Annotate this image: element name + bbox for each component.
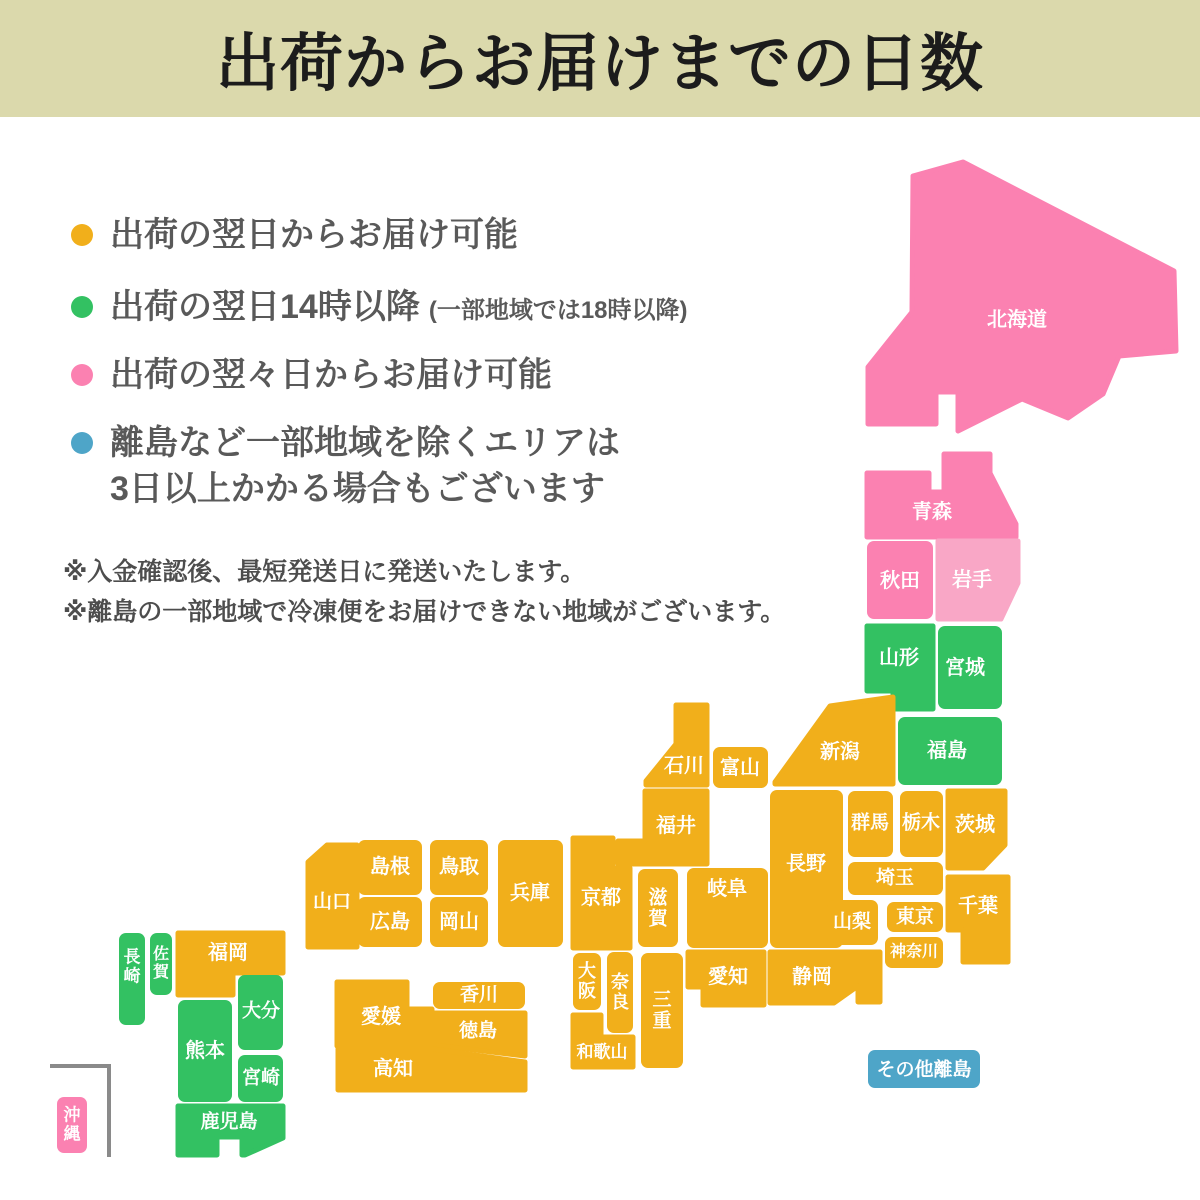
prefecture-label-kyoto: 京都 [581,887,621,909]
prefecture-label-yamanashi: 山梨 [832,911,872,933]
prefecture-label-ibaraki: 茨城 [955,814,995,836]
prefecture-label-nagano: 長野 [786,853,826,875]
legend-item-next-day-14 [71,284,688,334]
prefecture-hokkaido [868,162,1176,431]
legend-text-line2: 3日以上かかる場合もございます [110,470,605,508]
legend-text-line1: 離島など一部地域を除くエリアは [110,424,620,462]
prefecture-label-nagasaki: 長崎 [123,946,141,986]
prefecture-label-miyazaki: 宮崎 [241,1067,281,1089]
prefecture-label-gunma: 群馬 [850,812,890,834]
prefecture-label-chiba: 千葉 [958,895,998,917]
prefecture-label-akita: 秋田 [880,570,920,592]
prefecture-label-saga: 佐賀 [152,945,170,981]
prefecture-label-tottori: 鳥取 [439,856,479,878]
prefecture-label-miyagi: 宮城 [945,657,985,679]
prefecture-label-tokushima: 徳島 [458,1020,498,1042]
prefecture-label-okayama: 岡山 [439,911,479,933]
prefecture-label-toyama: 富山 [720,757,760,779]
prefecture-label-hyogo: 兵庫 [510,882,550,904]
prefecture-label-aichi: 愛知 [708,966,748,988]
prefecture-label-fukui: 福井 [656,815,696,837]
prefecture-label-osaka: 大阪 [578,960,596,1002]
prefecture-chiba [948,877,1008,962]
legend-dot-pink [71,364,93,386]
prefecture-label-iwate: 岩手 [952,569,992,591]
legend-item-remote-islands [71,420,620,512]
note-payment: ※入金確認後、最短発送日に発送いたします。 [63,558,586,586]
legend-text: 出荷の翌々日からお届け可能 [110,356,552,394]
legend-dot-green [71,296,93,318]
prefecture-label-fukuoka: 福岡 [208,942,248,964]
prefecture-label-yamaguchi: 山口 [312,891,352,913]
page-title: 出荷からお届けまでの日数 [216,29,984,99]
prefecture-label-aomori: 青森 [912,501,952,523]
prefecture-label-hokkaido: 北海道 [987,309,1047,331]
prefecture-label-kochi: 高知 [373,1058,413,1080]
legend-subnote: (一部地域では18時以降) [428,297,688,324]
header-band [0,0,1200,117]
prefecture-label-niigata: 新潟 [820,741,860,763]
prefecture-label-kumamoto: 熊本 [185,1040,225,1062]
prefecture-label-tokyo: 東京 [895,906,935,928]
prefecture-label-hiroshima: 広島 [370,911,410,933]
prefecture-label-fukushima: 福島 [927,740,967,762]
legend-text-wrap [110,284,688,334]
prefecture-label-kanagawa: 神奈川 [889,943,939,961]
prefecture-label-ishikawa: 石川 [664,755,704,777]
prefecture-label-nara: 奈良 [611,971,629,1013]
legend-dot-yellow [71,224,93,246]
prefecture-label-wakayama: 和歌山 [576,1042,628,1062]
note-frozen-delivery: ※離島の一部地域で冷凍便をお届けできない地域がございます。 [63,598,786,626]
prefecture-label-okinawa: 沖縄 [63,1104,81,1144]
prefecture-label-mie: 三重 [652,988,672,1032]
prefecture-label-saitama: 埼玉 [875,867,915,889]
legend-item-two-days [71,352,552,398]
prefecture-label-kagawa: 香川 [459,984,499,1006]
legend-dot-blue [71,432,93,454]
legend-item-next-day [71,212,518,258]
prefecture-label-oita: 大分 [241,1000,281,1022]
prefecture-label-tochigi: 栃木 [901,812,941,834]
prefecture-label-kagoshima: 鹿児島 [200,1111,258,1133]
prefecture-label-ehime: 愛媛 [361,1006,401,1028]
legend-text: 出荷の翌日からお届け可能 [110,216,518,254]
legend-text: 出荷の翌日14時以降 [110,288,420,326]
prefecture-aomori [867,454,1016,537]
prefecture-label-shimane: 島根 [370,856,410,878]
prefecture-label-gifu: 岐阜 [707,878,747,900]
prefecture-label-yamagata: 山形 [879,647,919,669]
legend-text-wrap [110,420,620,512]
other-islands-box-label: その他離島 [876,1059,972,1081]
prefecture-label-shizuoka: 静岡 [792,966,832,988]
prefecture-label-shiga: 滋賀 [648,886,668,930]
